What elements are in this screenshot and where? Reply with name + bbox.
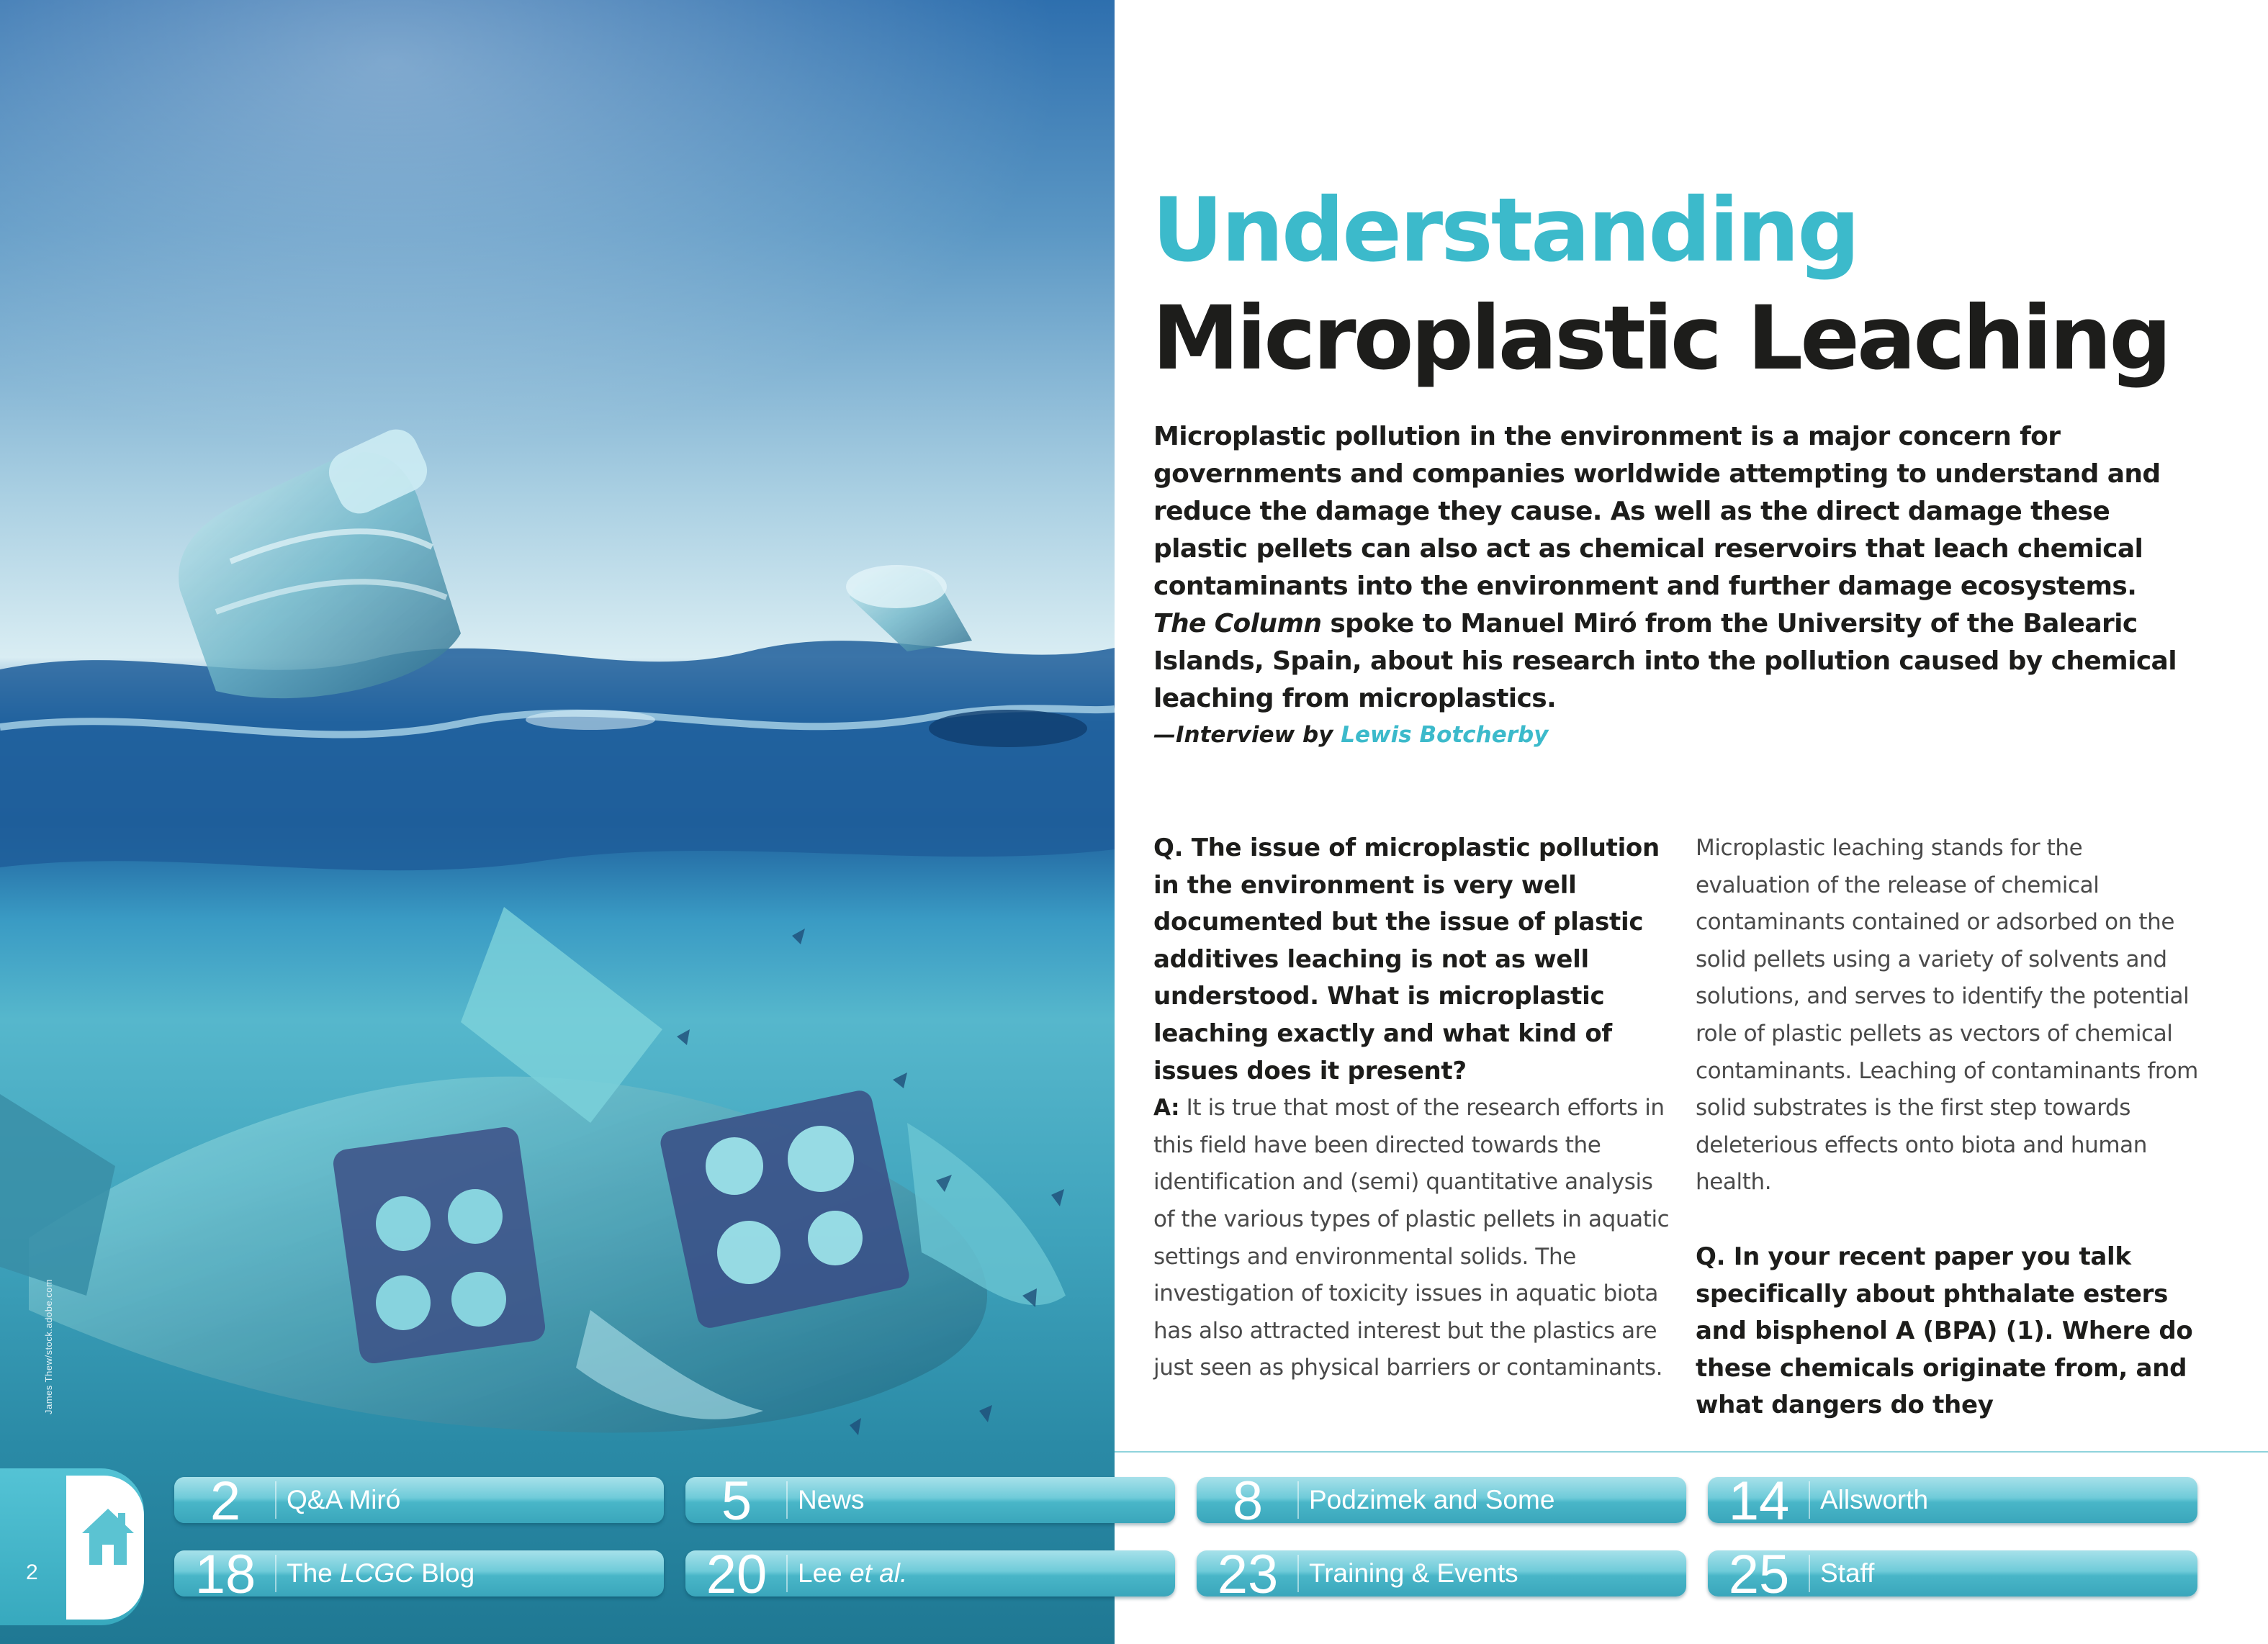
nav-item-page-number: 25 [1728,1550,1790,1596]
headline-line-1: Understanding [1152,179,1858,281]
nav-label-italic: LCGC [340,1558,414,1588]
plastic-fish [0,907,1066,1432]
nav-label-pre: Lee [798,1558,850,1588]
nav-item-label: Podzimek and Some [1309,1485,1555,1514]
nav-item-lcgc-blog[interactable] [174,1550,664,1596]
nav-item-page-number: 23 [1217,1550,1279,1596]
answer-label: A: [1153,1095,1180,1121]
standfirst [1153,418,2197,718]
nav-item-page-number: 20 [706,1550,768,1596]
nav-item-label [287,1558,474,1589]
nav-item-label: Q&A Miró [287,1485,401,1514]
cover-photo [0,0,1115,1644]
publication-name: The Column [1153,609,1322,638]
byline-author-link[interactable]: Lewis Botcherby [1341,722,1549,748]
article-column-left [1153,830,1672,1387]
question-2: Q. In your recent paper you talk specifically about phthalate esters and bisphenol A (BPA) (1). Where do these chemicals originate from, and what dangers do they [1696,1242,2193,1420]
nav-item-page-number: 2 [210,1477,241,1523]
nav-item-label: Training & Events [1309,1558,1518,1588]
answer-1 [1153,1090,1672,1387]
byline [1153,718,1548,752]
nav-label-pre: The [287,1558,341,1588]
nav-item-label: Allsworth [1820,1485,1929,1514]
answer-1-text: It is true that most of the research efforts in this field have been directed towards the identification and (semi) quantitative analysis of the various types of plastic pellets in aquatic settings and environmental solids. The investigation of toxicity issues in aquatic biota has also attracted interest but the plastics are just seen as physical barriers or contaminants. [1153,1095,1670,1381]
home-icon[interactable] [79,1504,137,1569]
nav-item-label: Staff [1820,1558,1875,1588]
nav-label-italic: et al. [850,1558,908,1588]
byline-prefix: —Interview by [1153,722,1333,748]
nav-item-page-number: 18 [194,1550,256,1596]
nav-item-page-number: 8 [1232,1477,1264,1523]
nav-item-label [798,1558,907,1589]
answer-1-continued: Microplastic leaching stands for the evaluation of the release of chemical contaminants contained or adsorbed on the solid pellets using a variety of solvents and solutions, and serves to identify the potential role of plastic pellets as vectors of chemical contaminants. Leaching of contaminants from solid substrates is the first step towards deleterious effects onto biota and human health. [1696,835,2198,1196]
article-column-right [1696,830,2200,1424]
nav-item-allsworth[interactable] [1708,1477,2197,1523]
nav-item-label: News [798,1485,865,1514]
page-number: 2 [26,1561,38,1584]
nav-divider [1115,1451,2268,1453]
question-1: Q. The issue of microplastic pollution in the environment is very well documented but the issue of plastic additives leaching is not as well understood. What is microplastic leaching exactly and what kind of issues does it present? [1153,834,1660,1085]
photo-credit: James Thew/stock.adobe.com [43,1278,54,1414]
nav-item-training-events[interactable] [1197,1550,1686,1596]
nav-item-podzimek[interactable] [1197,1477,1686,1523]
nav-item-page-number: 14 [1728,1477,1790,1523]
nav-item-page-number: 5 [721,1477,752,1523]
underwater-plastic-illustration [0,0,1115,1644]
nav-item-qa-miro[interactable] [174,1477,664,1523]
standfirst-text-1: Microplastic pollution in the environment is a major concern for governments and companies worldwide attempting to understand and reduce the damage they cause. As well as the direct damage these plastic pellets can also act as chemical reservoirs that leach chemical contaminants into the environment and further damage ecosystems. [1153,422,2161,601]
nav-item-staff[interactable] [1708,1550,2197,1596]
nav-item-lee-et-al[interactable] [685,1550,1175,1596]
nav-label-post: Blog [413,1558,475,1588]
nav-item-news[interactable] [685,1477,1175,1523]
standfirst-text-2: spoke to Manuel Miró from the University of the Balearic Islands, Spain, about his research into the pollution caused by chemical leaching from microplastics. [1153,609,2177,713]
headline-line-2: Microplastic Leaching [1152,287,2169,389]
